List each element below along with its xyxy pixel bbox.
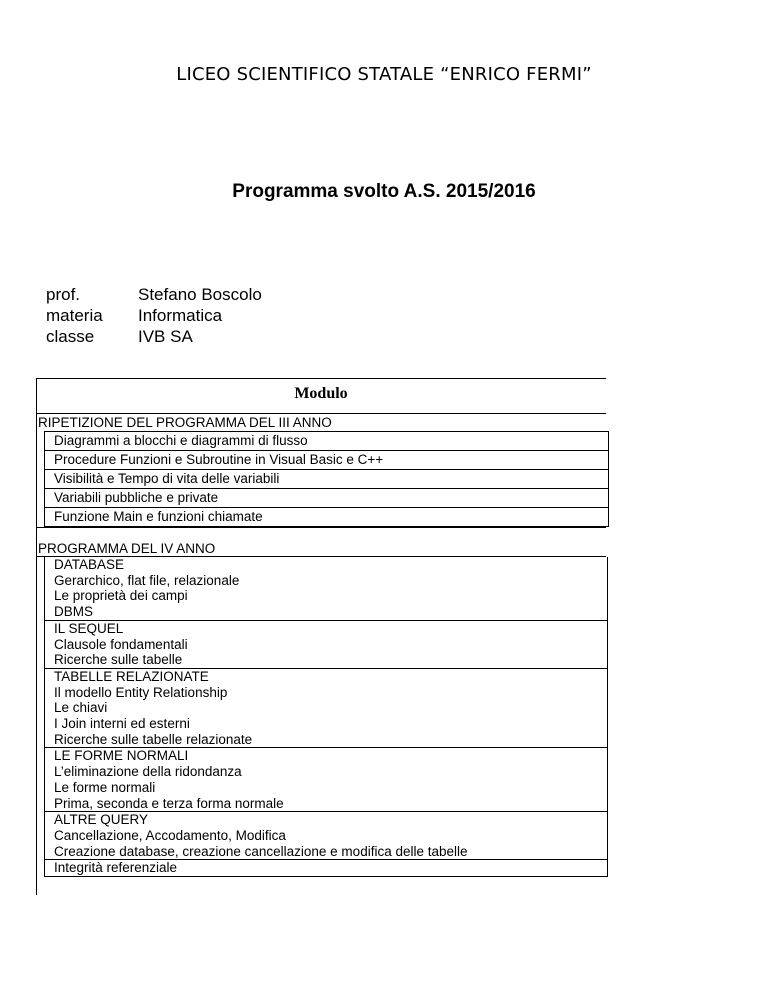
module-block: [45, 620, 607, 668]
block-line: IL SEQUEL: [54, 620, 124, 636]
divider: [36, 527, 606, 528]
module-block: [45, 859, 607, 876]
table-header: [36, 378, 606, 414]
block-line: ALTRE QUERY: [54, 812, 149, 828]
info-row: [46, 284, 262, 305]
block-line: TABELLE RELAZIONATE: [54, 668, 209, 684]
block-line: Creazione database, creazione cancellazione e modifica delle tabelle: [54, 843, 468, 859]
block-line: Cancellazione, Accodamento, Modifica: [54, 827, 286, 843]
info-row: [46, 305, 262, 326]
block-line: L’eliminazione della ridondanza: [54, 764, 242, 780]
program-table: [36, 378, 606, 895]
info-label: prof.: [46, 285, 81, 304]
document-title: Programma svolto A.S. 2015/2016: [232, 181, 536, 202]
school-name: LICEO SCIENTIFICO STATALE “ENRICO FERMI”: [176, 64, 592, 85]
column-header-modulo: Modulo: [294, 385, 348, 402]
block-line: Gerarchico, flat file, relazionale: [54, 572, 240, 588]
list-item: Funzione Main e funzioni chiamate: [45, 508, 608, 527]
section-title: RIPETIZIONE DEL PROGRAMMA DEL III ANNO: [38, 415, 332, 430]
info-label: materia: [46, 306, 103, 325]
list-item: Visibilità e Tempo di vita delle variabili: [45, 470, 608, 489]
table-left-border: [36, 378, 37, 895]
block-line: Il modello Entity Relationship: [54, 684, 228, 700]
block-line: Le forme normali: [54, 779, 156, 795]
block-line: Le chiavi: [54, 700, 108, 716]
block-line: Ricerche sulle tabelle relazionate: [54, 731, 253, 747]
section-title: PROGRAMMA DEL IV ANNO: [38, 541, 216, 556]
section2-blocks: [44, 557, 608, 877]
block-line: Le proprietà dei campi: [54, 588, 188, 604]
block-line: Integrità referenziale: [54, 860, 178, 876]
info-value: IVB SA: [138, 327, 193, 346]
info-label: classe: [46, 327, 95, 346]
info-row: [46, 326, 262, 347]
block-line: I Join interni ed esterni: [54, 716, 190, 732]
divider: [36, 413, 606, 414]
list-item: Diagrammi a blocchi e diagrammi di flusso: [45, 432, 608, 451]
list-item: Variabili pubbliche e private: [45, 489, 608, 508]
block-line: Clausole fondamentali: [54, 636, 188, 652]
module-block: [45, 668, 607, 748]
info-value: Informatica: [138, 306, 223, 325]
module-block: [45, 811, 607, 859]
info-value: Stefano Boscolo: [138, 285, 262, 304]
teacher-info: [46, 284, 262, 347]
block-line: DBMS: [54, 604, 94, 620]
list-item: Procedure Funzioni e Subroutine in Visual Basic e C++: [45, 451, 608, 470]
section1-items: [44, 431, 609, 527]
module-block: [45, 747, 607, 811]
block-line: Ricerche sulle tabelle: [54, 652, 183, 668]
block-line: Prima, seconda e terza forma normale: [54, 795, 284, 811]
block-line: DATABASE: [54, 557, 125, 572]
module-block: [45, 557, 607, 620]
block-line: LE FORME NORMALI: [54, 748, 189, 764]
